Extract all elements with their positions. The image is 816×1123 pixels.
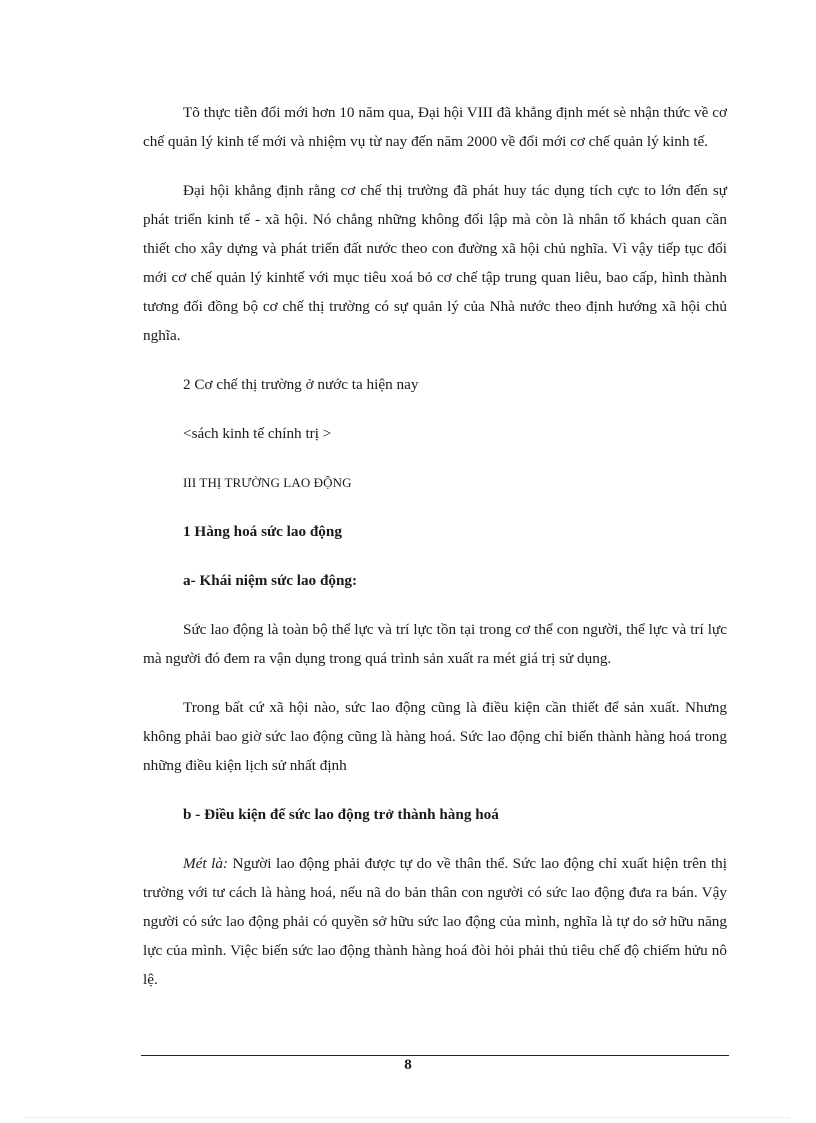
section-heading-2: 2 Cơ chế thị trường ở nước ta hiện nay — [183, 376, 419, 393]
reference-note: <sách kinh tế chính trị > — [183, 425, 332, 442]
paragraph-3: Sức lao động là toàn bộ thể lực và trí lực tồn tại trong cơ thể con người, thể lực và trí lực mà người đó đem ra vận dụng trong quá trình sản xuất ra mét giá trị sử dụng. — [143, 621, 727, 667]
subsection-heading-1: 1 Hàng hoá sức lao động — [183, 523, 342, 540]
subsection-heading-a: a- Khái niệm sức lao động: — [183, 572, 358, 589]
page-number: 8 — [404, 1057, 412, 1073]
paragraph-4: Trong bất cứ xã hội nào, sức lao động cũng là điều kiện cần thiết để sản xuất. Nhưng không phải bao giờ sức lao động cũng là hàng hoá. Sức lao động chỉ biến thành hàng hoá trong những điều kiện lịch sử nhất định — [143, 699, 727, 774]
page-border-dotted — [26, 1117, 790, 1118]
page-body — [143, 98, 727, 1014]
paragraph-1: Tõ thực tiễn đổi mới hơn 10 năm qua, Đại hội VIII đã khẳng định mét sè nhận thức về cơ chế quản lý kinh tế mới và nhiệm vụ từ nay đến năm 2000 về đổi mới cơ chế quản lý kinh tế. — [143, 104, 727, 150]
paragraph-2: Đại hội khẳng định rằng cơ chế thị trường đã phát huy tác dụng tích cực to lớn đến sự phát triển kinh tế - xã hội. Nó chẳng những không đối lập mà còn là nhân tố khách quan cần thiết cho xây dựng và phát triển đất nước theo con đường xã hội chủ nghĩa. Vì vậy tiếp tục đổi mới cơ chế quản lý kinhtế với mục tiêu xoá bỏ cơ chế tập trung quan liêu, bao cấp, hình thành tương đối đồng bộ cơ chế thị trường có sự quản lý của Nhà nước theo định hướng xã hội chủ nghĩa. — [143, 182, 727, 344]
part-heading-3: III THỊ TRƯỜNG LAO ĐỘNG — [183, 475, 352, 490]
paragraph-5 — [143, 849, 727, 994]
paragraph-5-text: Người lao động phải được tự do về thân thể. Sức lao động chỉ xuất hiện trên thị trường với tư cách là hàng hoá, nếu nã do bản thân con người có sức lao động đưa ra bán. Vậy người có sức lao động phải có quyền sở hữu sức lao động của mình, nghĩa là tự do sở hữu năng lực của mình. Việc biến sức lao động thành hàng hoá đòi hỏi phải thủ tiêu chế độ chiếm hửu nô lệ. — [143, 855, 727, 988]
subsection-heading-b: b - Điều kiện để sức lao động trở thành hàng hoá — [183, 806, 499, 823]
paragraph-5-lead: Mét là: — [183, 855, 228, 872]
